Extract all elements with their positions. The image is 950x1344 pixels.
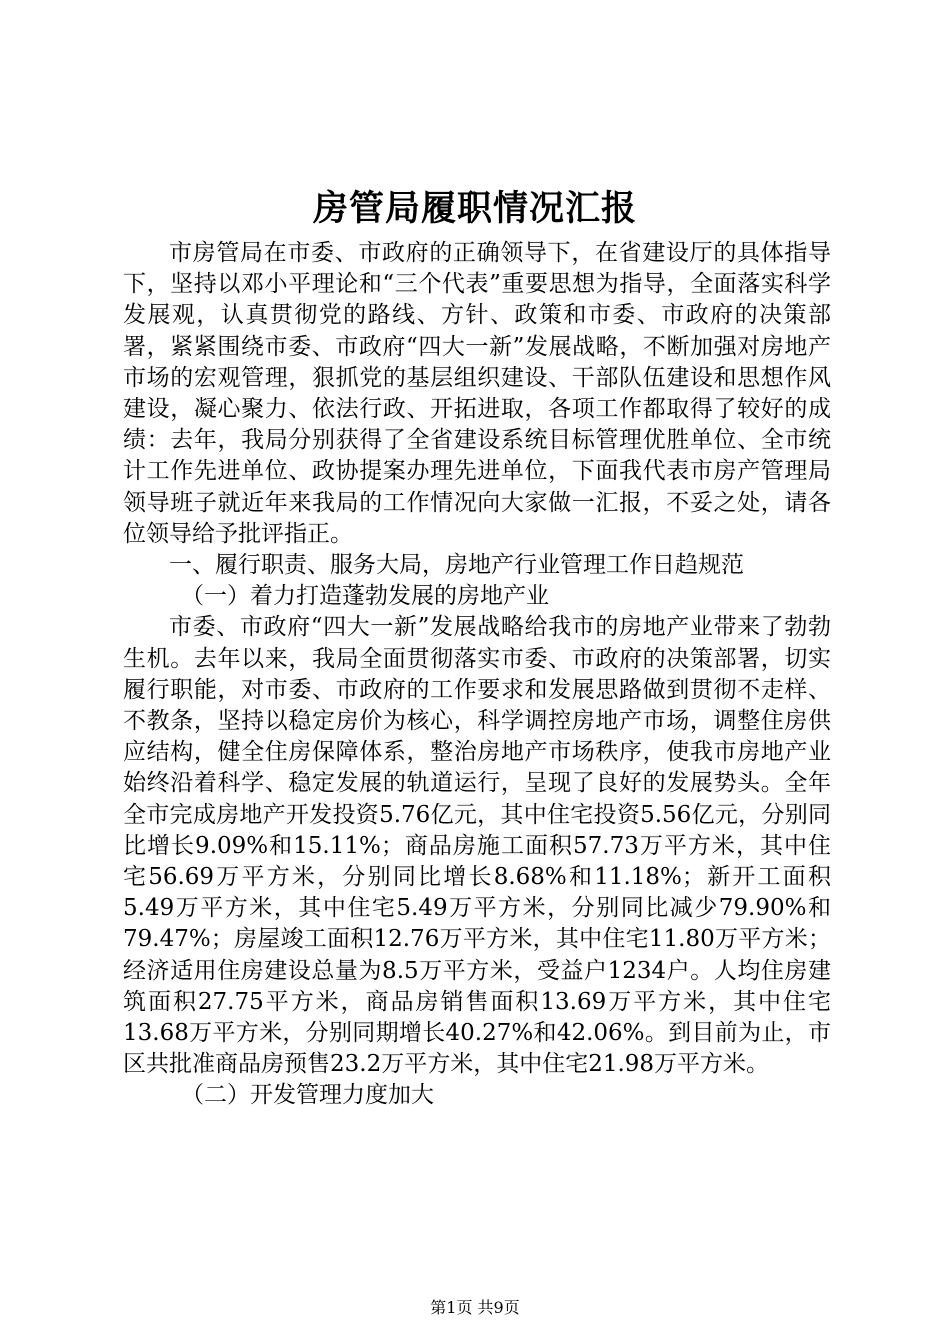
document-body xyxy=(123,238,831,1112)
page-number-footer: 第1页 共9页 xyxy=(430,1298,520,1317)
subsection-heading-2: （二）开发管理力度加大 xyxy=(181,1082,434,1109)
section-heading-1: 一、履行职责、服务大局，房地产行业管理工作日趋规范 xyxy=(169,552,744,579)
subsection-heading-1: （一）着力打造蓬勃发展的房地产业 xyxy=(181,583,549,610)
document-title: 房管局履职情况汇报 xyxy=(312,188,637,229)
paragraph-intro: 市房管局在市委、市政府的正确领导下，在省建设厅的具体指导下，坚持以邓小平理论和“三个代表”重要思想为指导，全面落实科学发展观，认真贯彻党的路线、方针、政策和市委、市政府的决策部署，紧紧围绕市委、市政府“四大一新”发展战略，不断加强对房地产市场的宏观管理，狠抓党的基层组织建设、干部队伍建设和思想作风建设，凝心聚力、依法行政、开拓进取，各项工作都取得了较好的成绩：去年，我局分别获得了全省建设系统目标管理优胜单位、全市统计工作先进单位、政协提案办理先进单位，下面我代表市房产管理局领导班子就近年来我局的工作情况向大家做一汇报，不妥之处，请各位领导给予批评指正。 xyxy=(123,240,831,547)
paragraph-real-estate: 市委、市政府“四大一新”发展战略给我市的房地产业带来了勃勃生机。去年以来，我局全面贯彻落实市委、市政府的决策部署，切实履行职能，对市委、市政府的工作要求和发展思路做到贯彻不走样、不教条，坚持以稳定房价为核心，科学调控房地产市场，调整住房供应结构，健全住房保障体系，整治房地产市场秩序，使我市房地产业始终沿着科学、稳定发展的轨道运行，呈现了良好的发展势头。全年全市完成房地产开发投资5.76亿元，其中住宅投资5.56亿元，分别同比增长9.09%和15.11%；商品房施工面积57.73万平方米，其中住宅56.69万平方米，分别同比增长8.68%和11.18%；新开工面积5.49万平方米，其中住宅5.49万平方米，分别同比减少79.90%和79.47%；房屋竣工面积12.76万平方米，其中住宅11.80万平方米；经济适用住房建设总量为8.5万平方米，受益户1234户。人均住房建筑面积27.75平方米，商品房销售面积13.69万平方米，其中住宅13.68万平方米，分别同期增长40.27%和42.06%。到目前为止，市区共批准商品房预售23.2万平方米，其中住宅21.98万平方米。 xyxy=(123,614,831,1078)
